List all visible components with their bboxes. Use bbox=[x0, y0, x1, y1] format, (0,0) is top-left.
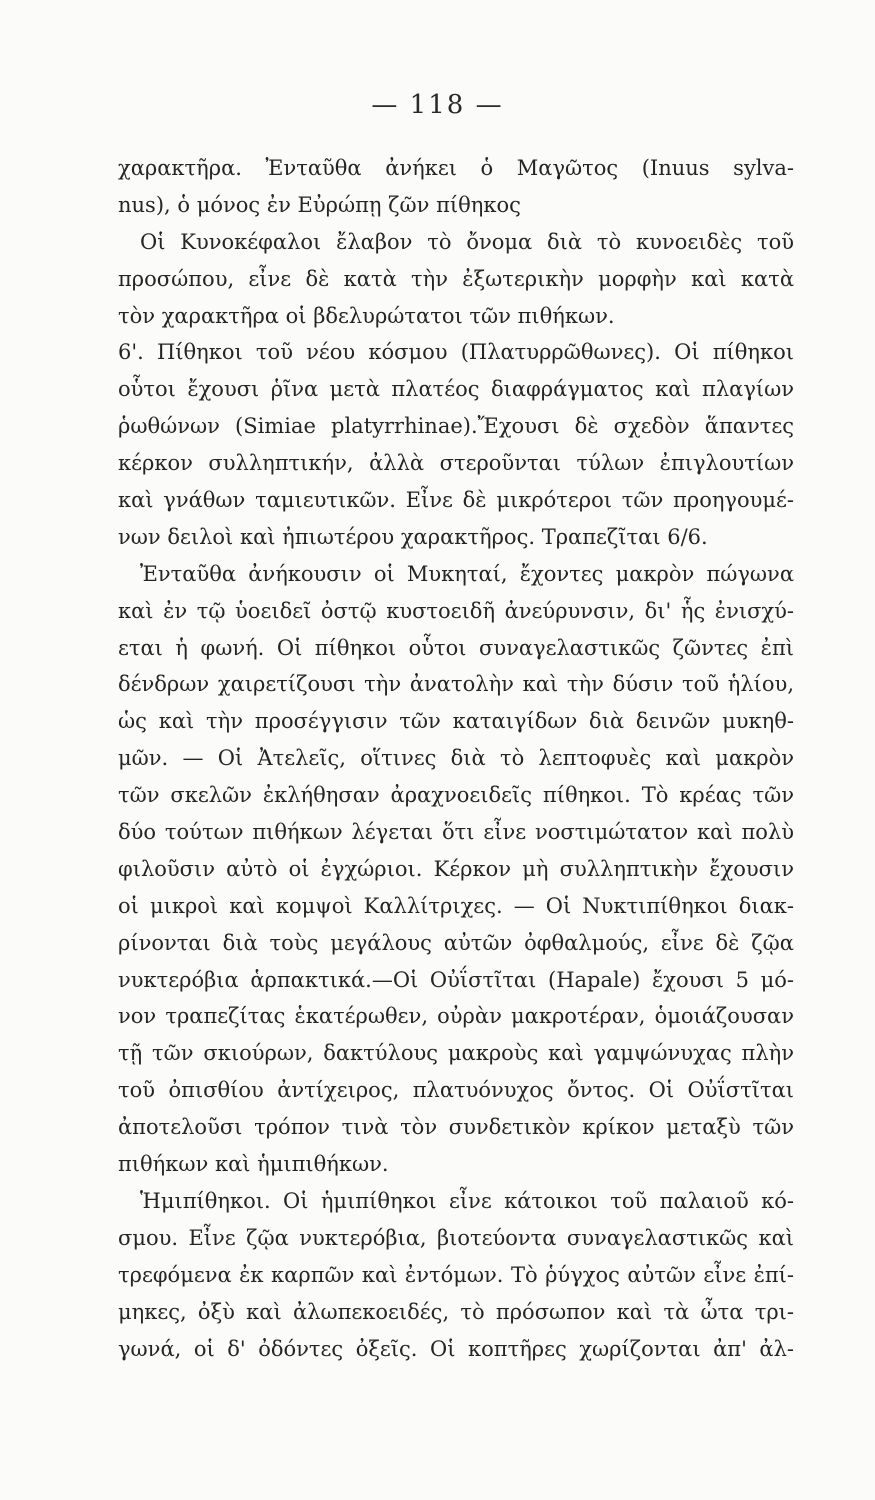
page-number: — 118 — bbox=[371, 90, 504, 120]
text-line: ὡς καὶ τὴν προσέγγισιν τῶν καταιγίδων διὰ δεινῶν μυκηθ- bbox=[118, 709, 794, 734]
text-line: μῶν. — Οἱ Ἀτελεῖς, οἵτινες διὰ τὸ λεπτοφυὲς καὶ μακρὸν bbox=[118, 746, 794, 771]
text-line: νων δειλοὶ καὶ ἠπιωτέρου χαρακτῆρος. Τραπεζῖται 6/6. bbox=[118, 524, 708, 549]
text-line: καὶ γνάθων ταμιευτικῶν. Εἶνε δὲ μικρότεροι τῶν προηγουμέ- bbox=[118, 488, 794, 513]
text-line: δένδρων χαιρετίζουσι τὴν ἀνατολὴν καὶ τὴν δύσιν τοῦ ἡλίου, bbox=[118, 672, 794, 697]
text-line: φιλοῦσιν αὐτὸ οἱ ἐγχώριοι. Κέρκον μὴ συλληπτικὴν ἔχουσιν bbox=[118, 856, 794, 881]
text-line: 6'. Πίθηκοι τοῦ νέου κόσμου (Πλατυρρῶθωνες). Οἱ πίθηκοι bbox=[118, 340, 794, 365]
text-line: κέρκον συλληπτικήν, ἀλλὰ στεροῦνται τύλων ἐπιγλουτίων bbox=[118, 451, 794, 476]
text-line: πιθήκων καὶ ἡμιπιθήκων. bbox=[118, 1152, 389, 1177]
text-line: προσώπου, εἶνε δὲ κατὰ τὴν ἐξωτερικὴν μορφὴν καὶ κατὰ bbox=[118, 266, 794, 291]
text-line: δύο τούτων πιθήκων λέγεται ὅτι εἶνε νοστιμώτατον καὶ πολὺ bbox=[118, 820, 794, 845]
text-line: οὗτοι ἔχουσι ῥῖνα μετὰ πλατέος διαφράγματος καὶ πλαγίων bbox=[118, 377, 794, 402]
text-line: νυκτερόβια ἁρπακτικά.—Οἱ Οὐΐστῖται (Hapale) ἔχουσι 5 μό- bbox=[118, 967, 794, 992]
text-line: τῇ τῶν σκιούρων, δακτύλους μακροὺς καὶ γαμψώνυχας πλὴν bbox=[118, 1041, 794, 1066]
text-line: οἱ μικροὶ καὶ κομψοὶ Καλλίτριχες. — Οἱ Νυκτιπίθηκοι διακ- bbox=[118, 893, 794, 918]
text-line: τὸν χαρακτῆρα οἱ βδελυρώτατοι τῶν πιθήκων. bbox=[118, 303, 615, 328]
text-line: μηκες, ὀξὺ καὶ ἀλωπεκοειδές, τὸ πρόσωπον καὶ τὰ ὦτα τρι- bbox=[118, 1299, 794, 1324]
text-line: καὶ ἐν τῷ ὑοειδεῖ ὀστῷ κυστοειδῆ ἀνεύρυνσιν, δι' ἧς ἐνισχύ- bbox=[118, 598, 794, 623]
text-line: χαρακτῆρα. Ἐνταῦθα ἀνήκει ὁ Μαγῶτος (Inuus sylva- bbox=[118, 156, 794, 180]
text-line: τρεφόμενα ἐκ καρπῶν καὶ ἐντόμων. Τὸ ῥύγχος αὐτῶν εἶνε ἐπί- bbox=[118, 1262, 794, 1287]
text-line: γωνά, οἱ δ' ὀδόντες ὀξεῖς. Οἱ κοπτῆρες χωρίζονται ἀπ' ἀλ- bbox=[118, 1336, 794, 1361]
text-line: Οἱ Κυνοκέφαλοι ἔλαβον τὸ ὄνομα διὰ τὸ κυνοειδὲς τοῦ bbox=[140, 229, 794, 254]
text-line: ῥωθώνων (Simiae platyrrhinae).Ἔχουσι δὲ σχεδὸν ἅπαντες bbox=[118, 414, 794, 439]
text-line: ἀποτελοῦσι τρόπον τινὰ τὸν συνδετικὸν κρίκον μεταξὺ τῶν bbox=[118, 1115, 794, 1140]
text-line: nus), ὁ μόνος ἐν Εὐρώπῃ ζῶν πίθηκος bbox=[118, 192, 521, 217]
text-line: Ἡμιπίθηκοι. Οἱ ἡμιπίθηκοι εἶνε κάτοικοι τοῦ παλαιοῦ κό- bbox=[140, 1188, 794, 1213]
text-line: εται ἡ φωνή. Οἱ πίθηκοι οὗτοι συναγελαστικῶς ζῶντες ἐπὶ bbox=[118, 635, 794, 660]
body-text bbox=[118, 150, 794, 1367]
text-line: τῶν σκελῶν ἐκλήθησαν ἀραχνοειδεῖς πίθηκοι. Τὸ κρέας τῶν bbox=[118, 783, 794, 808]
text-line: σμου. Εἶνε ζῷα νυκτερόβια, βιοτεύοντα συναγελαστικῶς καὶ bbox=[118, 1225, 794, 1250]
text-line: τοῦ ὀπισθίου ἀντίχειρος, πλατυόνυχος ὄντος. Οἱ Οὐΐστῖται bbox=[118, 1078, 794, 1103]
text-line: Ἐνταῦθα ἀνήκουσιν οἱ Μυκηταί, ἔχοντες μακρὸν πώγωνα bbox=[140, 561, 794, 586]
text-line: ρίνονται διὰ τοὺς μεγάλους αὐτῶν ὀφθαλμούς, εἶνε δὲ ζῷα bbox=[118, 930, 794, 955]
text-line: νον τραπεζίτας ἑκατέρωθεν, οὐρὰν μακροτέραν, ὁμοιάζουσαν bbox=[118, 1004, 794, 1029]
